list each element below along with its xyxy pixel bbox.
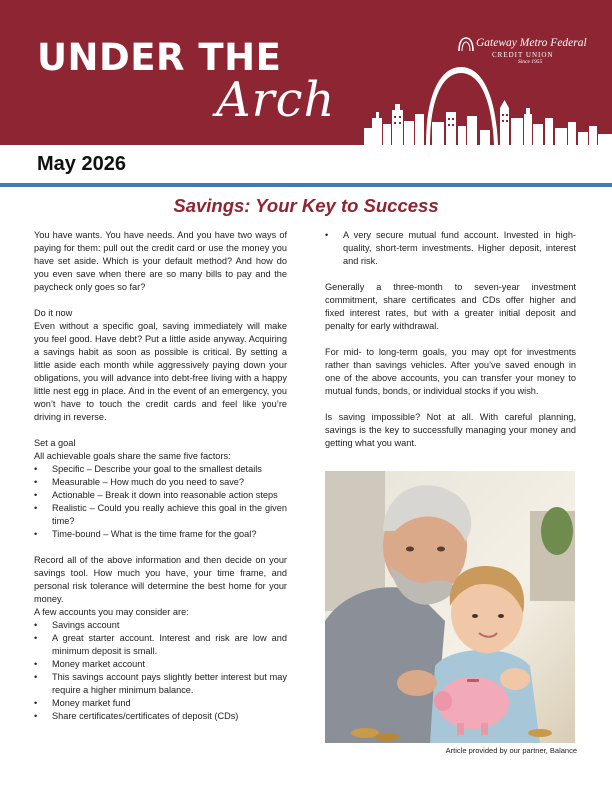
- set-goal-intro: All achievable goals share the same five factors:: [34, 451, 231, 461]
- header-divider: [0, 183, 612, 187]
- grandfather-child-piggy-bank-photo: [325, 471, 575, 743]
- list-item: • This savings account pays slightly better interest but may require a higher minimum balance.: [34, 671, 287, 697]
- do-it-now-heading: Do it now: [34, 308, 73, 318]
- list-item: • A very secure mutual fund account. Invested in high-quality, short-term investments. Higher deposit, interest and risk.: [325, 229, 576, 268]
- list-item: • Measurable – How much do you need to save?: [34, 476, 287, 489]
- do-it-now-paragraph: Even without a specific goal, saving immediately will make you feel good. Have debt? Put a little aside anyway. Acquiring a savings habit as soon as possible is critical. By setting a little aside each month while aggressively paying down your obligations, you will advance into debt-free living with a happy little nest egg in place. And in the event of an emergency, you won’t have to touch the credit cards and feel like you’re driving in reverse.: [34, 321, 287, 422]
- saving-impossible-paragraph: Is saving impossible? Not at all. With careful planning, savings is the key to successfully managing your money and getting what you want.: [325, 412, 576, 448]
- set-goal-heading: Set a goal: [34, 438, 76, 448]
- record-paragraph: Record all of the above information and then decide on your savings tool. How much you have, your time frame, and personal risk tolerance will determine the best home for your money.: [34, 555, 287, 604]
- list-item: • Money market account: [34, 658, 287, 671]
- accounts-list: [34, 619, 287, 723]
- list-item: • Actionable – Break it down into reasonable action steps: [34, 489, 287, 502]
- list-item: • Realistic – Could you really achieve this goal in the given time?: [34, 502, 287, 528]
- issue-date: May 2026: [37, 153, 126, 175]
- right-column: [325, 229, 576, 450]
- list-item: • Money market fund: [34, 697, 287, 710]
- masthead-script-title: Arch: [216, 72, 336, 128]
- mid-long-term-paragraph: For mid- to long-term goals, you may opt for investments rather than savings vehicles. After you’ve saved enough in one of the above accounts, you can transfer your money to mutual funds, bonds, or individual stocks if you wish.: [325, 347, 576, 396]
- intro-paragraph: You have wants. You have needs. And you have two ways of paying for them: pull out the credit card or use the money you have set aside. Which is your default method? And how do you even save when there are so many bills to pay and the paycheck only goes so far?: [34, 230, 287, 292]
- list-item: • Specific – Describe your goal to the smallest details: [34, 463, 287, 476]
- photo-caption: Article provided by our partner, Balance: [445, 746, 577, 755]
- list-item: • Savings account: [34, 619, 287, 632]
- article-headline: Savings: Your Key to Success: [173, 195, 439, 216]
- list-item: • A great starter account. Interest and risk are low and minimum deposit is small.: [34, 632, 287, 658]
- logo-subtitle: CREDIT UNION: [492, 51, 554, 59]
- certificates-paragraph: Generally a three-month to seven-year investment commitment, share certificates and CDs offer higher and fixed interest rates, but with a greater initial deposit and penalty for early withdrawal.: [325, 282, 576, 331]
- logo-tagline: Since 1955: [518, 59, 543, 65]
- masthead-title: UNDER THE: [37, 36, 282, 79]
- accounts-intro: A few accounts you may consider are:: [34, 607, 189, 617]
- goal-factors-list: [34, 463, 287, 541]
- logo-name: Gateway Metro Federal: [476, 37, 587, 49]
- arch-logo-icon: [458, 36, 474, 52]
- list-item: • Time-bound – What is the time frame for the goal?: [34, 528, 287, 541]
- credit-union-logo: [458, 36, 587, 68]
- list-item: • Share certificates/certificates of deposit (CDs): [34, 710, 287, 723]
- masthead-banner: [0, 0, 612, 145]
- left-column: [34, 229, 287, 723]
